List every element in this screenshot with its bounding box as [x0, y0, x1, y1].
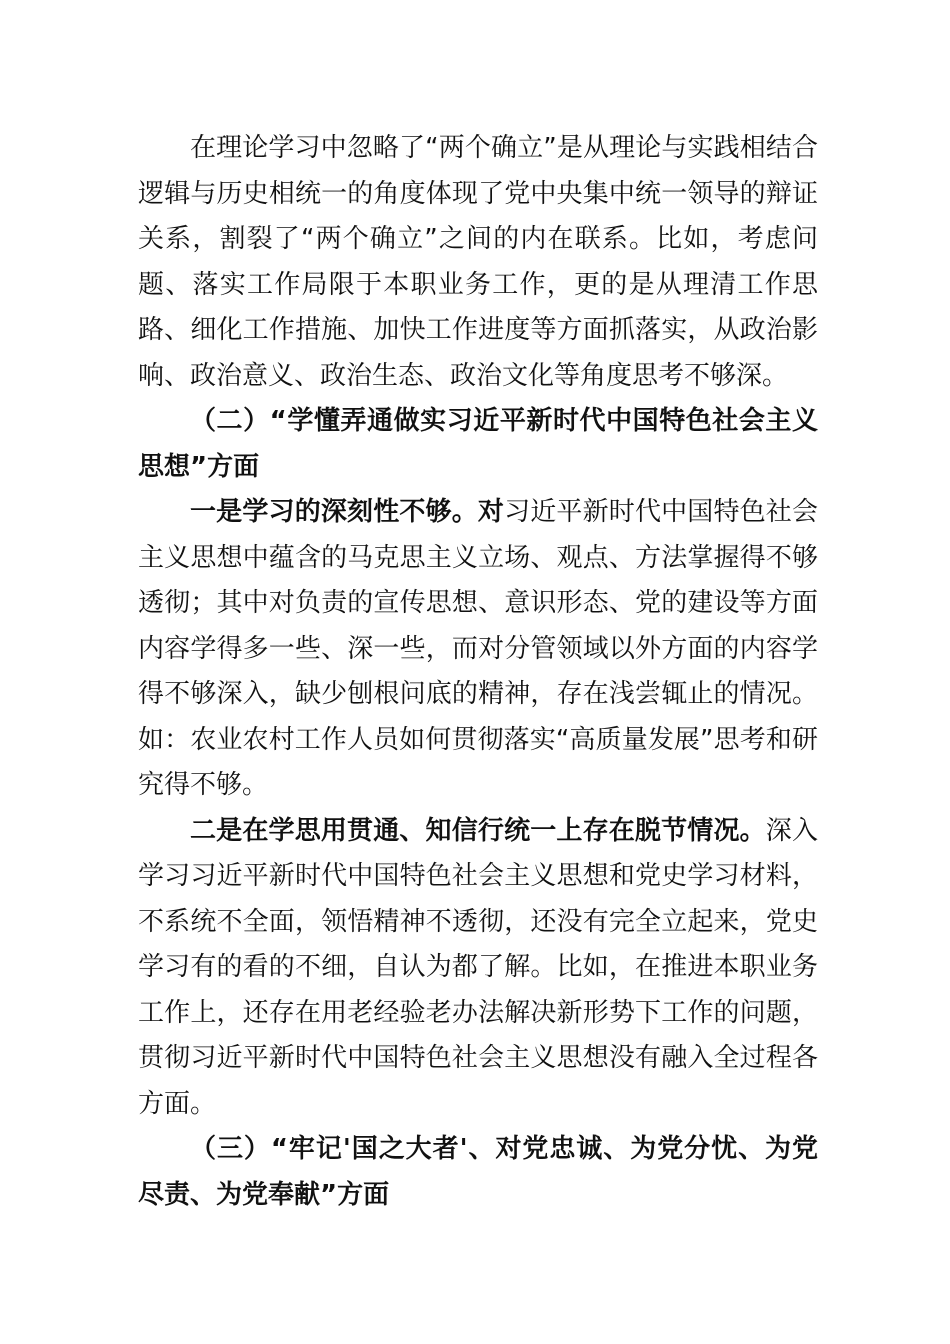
- section-heading-3: （三）“牢记'国之大者'、对党忠诚、为党分忧、为党尽责、为党奉献”方面: [138, 1134, 818, 1210]
- point-2-lead: 二是在学思用贯通、知信行统一上存在脱节情况。: [190, 815, 766, 846]
- point-2-body: 深入学习习近平新时代中国特色社会主义思想和党史学习材料，不系统不全面，领悟精神不透彻，还没有完全立起来，党史学习有的看的不细，自认为都了解。比如，在推进本职业务工作上，还存在用老经验老办法解决新形势下工作的问题，贯彻习近平新时代中国特色社会主义思想没有融入全过程各方面。: [138, 815, 818, 1119]
- paragraph-theory-study: 在理论学习中忽略了“两个确立”是从理论与实践相结合逻辑与历史相统一的角度体现了党中央集中统一领导的辩证关系，割裂了“两个确立”之间的内在联系。比如，考虑问题、落实工作局限于本职业务工作，更的是从理清工作思路、细化工作措施、加快工作进度等方面抓落实，从政治影响、政治意义、政治生态、政治文化等角度思考不够深。: [138, 133, 818, 391]
- paragraph-point-2: [138, 809, 818, 1128]
- section-heading-2: （二）“学懂弄通做实习近平新时代中国特色社会主义思想”方面: [138, 406, 818, 482]
- document-body: [138, 126, 818, 1218]
- paragraph-point-1: [138, 490, 818, 809]
- point-1-lead: 一是学习的深刻性不够。对: [190, 497, 505, 527]
- point-1-body: 习近平新时代中国特色社会主义思想中蕴含的马克思主义立场、观点、方法掌握得不够透彻；其中对负责的宣传思想、意识形态、党的建设等方面内容学得多一些、深一些，而对分管领域以外方面的内容学得不够深入，缺少刨根问底的精神，存在浅尝辄止的情况。如：农业农村工作人员如何贯彻落实“高质量发展”思考和研究得不够。: [138, 497, 818, 800]
